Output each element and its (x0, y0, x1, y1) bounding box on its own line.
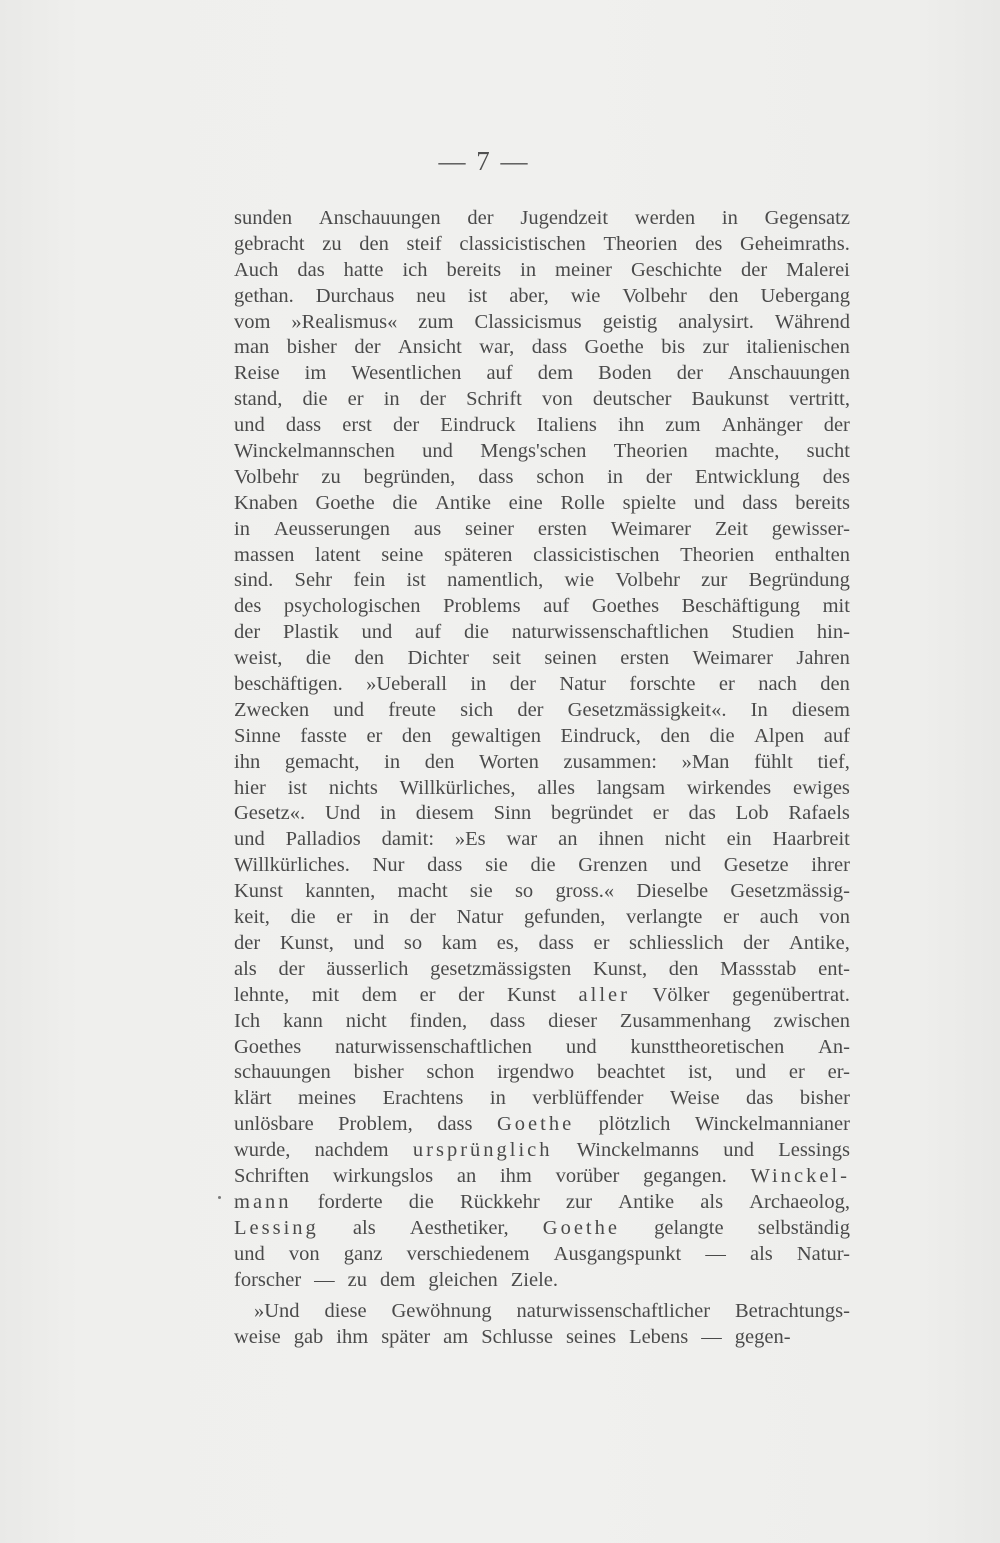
text-line: vom »Realismus« zum Classicismus geistig analysirt. Während (234, 310, 850, 333)
text-line: mann forderte die Rückkehr zur Antike als Archaeolog, (234, 1190, 850, 1213)
text-line: Winckelmannschen und Mengs'schen Theorien machte, sucht (234, 440, 850, 463)
text-line: stand, die er in der Schrift von deutscher Baukunst vertritt, (234, 388, 850, 411)
text-line: Lessing als Aesthetiker, Goethe gelangte selbständig (234, 1216, 850, 1239)
text-line: in Aeusserungen aus seiner ersten Weimarer Zeit gewisser- (234, 517, 850, 540)
text-line: ihn gemacht, in den Worten zusammen: »Man fühlt tief, (234, 750, 850, 773)
text-line: der Plastik und auf die naturwissenschaftlichen Studien hin- (234, 621, 850, 644)
text-line: sunden Anschauungen der Jugendzeit werden in Gegensatz (234, 207, 850, 229)
text-line: schauungen bisher schon irgendwo beachtet ist, und er er- (234, 1061, 850, 1084)
text-line: gethan. Durchaus neu ist aber, wie Volbehr den Uebergang (234, 284, 850, 307)
text-line: beschäftigen. »Ueberall in der Natur forschte er nach den (234, 673, 850, 696)
text-line: massen latent seine späteren classicistischen Theorien enthalten (234, 543, 850, 566)
text-line: man bisher der Ansicht war, dass Goethe bis zur italienischen (234, 336, 850, 359)
text-line: der Kunst, und so kam es, dass er schliesslich der Antike, (234, 931, 850, 954)
text-line: forscher — zu dem gleichen Ziele. (234, 1268, 559, 1291)
page-number: — 7 — (438, 146, 530, 176)
text-line: und Palladios damit: »Es war an ihnen nicht ein Haarbreit (234, 828, 850, 851)
text-line: Gesetz«. Und in diesem Sinn begründet er das Lob Rafaels (234, 802, 850, 825)
text-line: klärt meines Erachtens in verblüffender Weise das bisher (234, 1087, 850, 1110)
text-line: Schriften wirkungslos an ihm vorüber gegangen. Winckel- (234, 1164, 850, 1187)
text-line: Kunst kannten, macht sie so gross.« Dieselbe Gesetzmässig- (234, 880, 850, 903)
text-line: keit, die er in der Natur gefunden, verlangte er auch von (234, 906, 850, 929)
text-line: Goethes naturwissenschaftlichen und kunsttheoretischen An- (234, 1035, 850, 1058)
text-line: Zwecken und freute sich der Gesetzmässigkeit«. In diesem (234, 698, 850, 721)
text-line: Ich kann nicht finden, dass dieser Zusammenhang zwischen (234, 1009, 850, 1032)
text-line: »Und diese Gewöhnung naturwissenschaftlicher Betrachtungs- (254, 1300, 850, 1323)
text-line: sind. Sehr fein ist namentlich, wie Volbehr zur Begründung (234, 569, 850, 592)
text-line: und dass erst der Eindruck Italiens ihn zum Anhänger der (234, 414, 850, 437)
text-line: Auch das hatte ich bereits in meiner Geschichte der Malerei (234, 258, 850, 281)
text-line: Knaben Goethe die Antike eine Rolle spielte und dass bereits (234, 491, 850, 514)
paper-fleck (218, 1196, 221, 1199)
text-line: als der äusserlich gesetzmässigsten Kunst, den Massstab ent- (234, 957, 850, 980)
text-line: Willkürliches. Nur dass sie die Grenzen und Gesetze ihrer (234, 854, 850, 877)
text-line: gebracht zu den steif classicistischen Theorien des Geheimraths. (234, 232, 850, 255)
text-line: und von ganz verschiedenem Ausgangspunkt — als Natur- (234, 1242, 850, 1265)
text-line: Reise im Wesentlichen auf dem Boden der Anschauungen (234, 362, 850, 385)
body-text (234, 206, 850, 1351)
text-line: Sinne fasste er den gewaltigen Eindruck, den die Alpen auf (234, 724, 850, 747)
text-line: unlösbare Problem, dass Goethe plötzlich Winckelmannianer (234, 1113, 850, 1136)
text-line: weise gab ihm später am Schlusse seines Lebens — gegen- (234, 1326, 791, 1349)
text-line: weist, die den Dichter seit seinen ersten Weimarer Jahren (234, 647, 850, 670)
text-line: hier ist nichts Willkürliches, alles langsam wirkendes ewiges (234, 776, 850, 799)
text-line: wurde, nachdem ursprünglich Winckelmanns und Lessings (234, 1139, 850, 1162)
text-line: lehnte, mit dem er der Kunst aller Völker gegenübertrat. (234, 983, 850, 1006)
text-line: des psychologischen Problems auf Goethes Beschäftigung mit (234, 595, 850, 618)
text-line: Volbehr zu begründen, dass schon in der Entwicklung des (234, 465, 850, 488)
